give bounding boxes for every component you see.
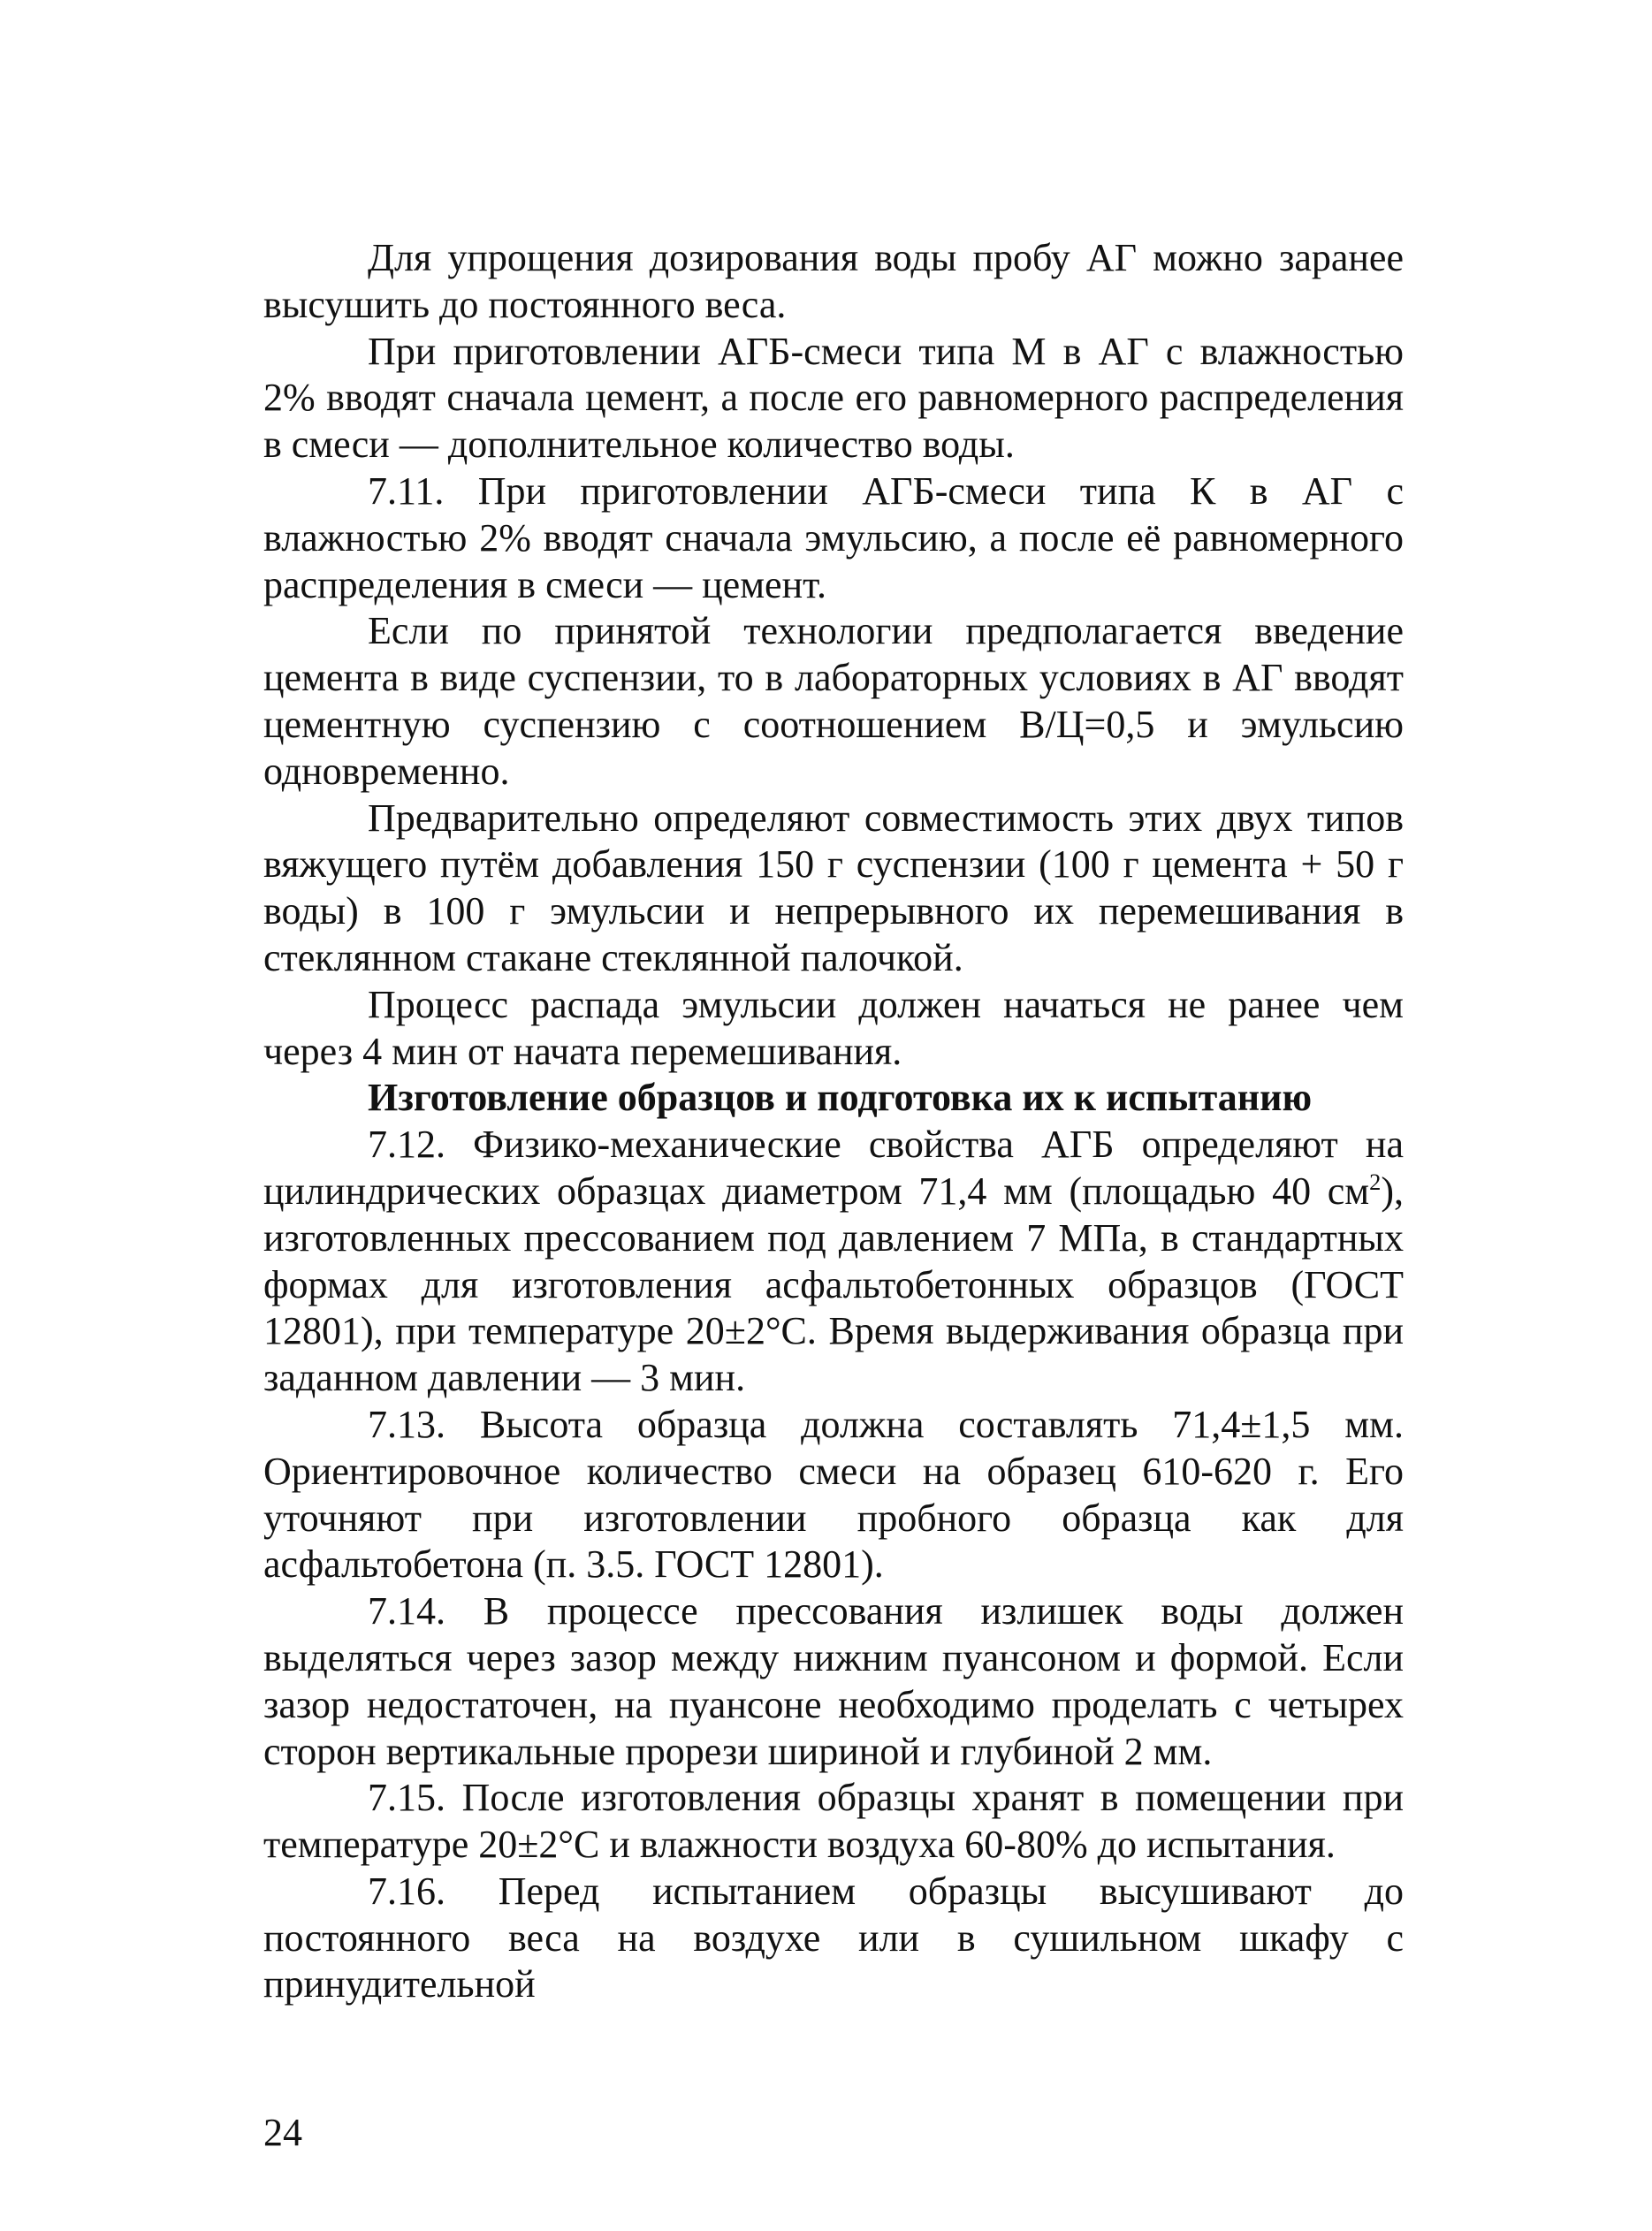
page-number: 24 [263,2111,302,2154]
section-heading: Изготовление образцов и подготовка их к испытанию [368,1076,1313,1120]
paragraph-emulsion-breakdown: Процесс распада эмульсии должен начаться не ранее чем через 4 мин от начата перемешивания. [263,982,1404,1073]
paragraph-suspension: Если по принятой технологии предполагается введение цемента в виде суспензии, то в лабораторных условиях в АГ вводят цементную суспензию с соотношением В/Ц=0,5 и эмульсию одновременно. [263,609,1404,793]
paragraph-7-12-text-end: ), изготовленных прессованием под давлением 7 МПа, в стандартных формах для изготовления асфальтобетонных образцов (ГОСТ 12801), при температуре 20±2°С. Время выдерживания образца при заданном давлении — 3 мин. [263,1169,1404,1400]
paragraph-7-15: 7.15. После изготовления образцы хранят в помещении при температуре 20±2°С и влажности воздуха 60-80% до испытания. [263,1776,1404,1867]
paragraph-mix-type-m: При приготовлении АГБ-смеси типа М в АГ с влажностью 2% вводят сначала цемент, а после его равномерного распределения в смеси — дополнительное количество воды. [263,329,1404,467]
paragraph-7-13: 7.13. Высота образца должна составлять 71,4±1,5 мм. Ориентировочное количество смеси на образец 610-620 г. Его уточняют при изготовлении пробного образца как для асфальтобетона (п. 3.5. ГОСТ 12801). [263,1402,1404,1587]
paragraph-7-11: 7.11. При приготовлении АГБ-смеси типа К в АГ с влажностью 2% вводят сначала эмульсию, а после её равномерного распределения в смеси — цемент. [263,468,1404,606]
paragraph-compatibility: Предварительно определяют совместимость этих двух типов вяжущего путём добавления 150 г суспензии (100 г цемента + 50 г воды) в 100 г эмульсии и непрерывного их перемешивания в стеклянном стакане стеклянной палочкой. [263,796,1404,979]
paragraph-drying: Для упрощения дозирования воды пробу АГ можно заранее высушить до постоянного веса. [263,236,1404,326]
superscript-2: 2 [1369,1169,1382,1196]
paragraph-7-14: 7.14. В процессе прессования излишек воды должен выделяться через зазор между нижним пуансоном и формой. Если зазор недостаточен, на пуансоне необходимо проделать с четырех сторон вертикальные прорези шириной и глубиной 2 мм. [263,1589,1404,1773]
paragraph-7-16: 7.16. Перед испытанием образцы высушивают до постоянного веса на воздухе или в сушильном шкафу с принудительной [263,1869,1404,2006]
paragraph-7-12-text-start: 7.12. Физико-механические свойства АГБ определяют на цилиндрических образцах диаметром 71,4 мм (площадью 40 см [263,1123,1404,1213]
body-text [263,235,1404,2008]
paragraph-7-12 [263,1122,1404,1402]
